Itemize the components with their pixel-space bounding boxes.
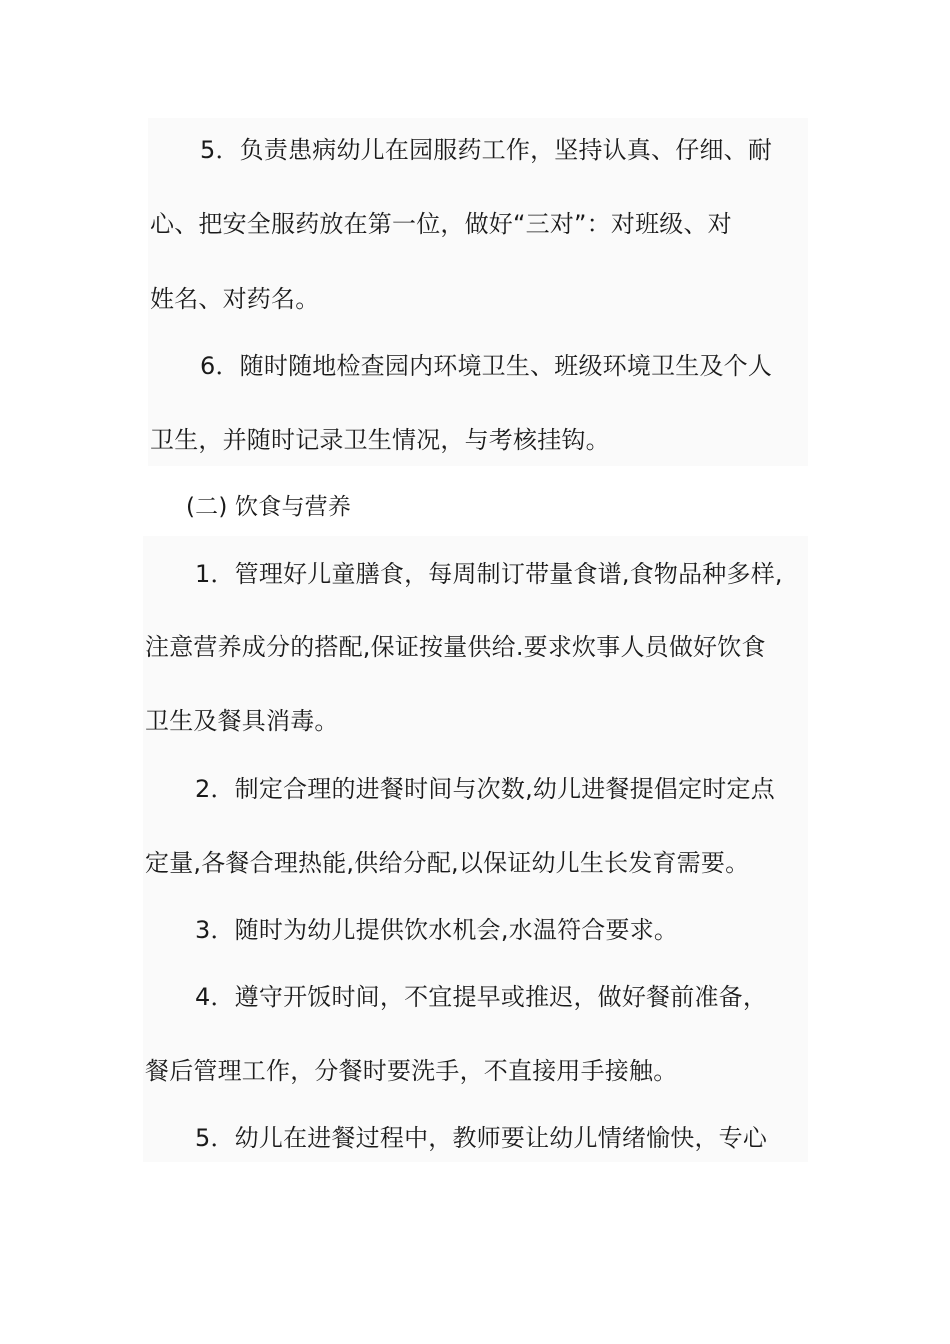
paragraph-line: 姓名、对药名。: [150, 285, 320, 313]
paragraph-line: 5．幼儿在进餐过程中，教师要让幼儿情绪愉快，专心: [195, 1124, 768, 1152]
paragraph-line: 6．随时随地检查园内环境卫生、班级环境卫生及个人: [200, 352, 773, 380]
paragraph-line: 1．管理好儿童膳食，每周制订带量食谱,食物品种多样,: [195, 560, 783, 588]
section-heading: (二) 饮食与营养: [186, 494, 352, 520]
paragraph-line: 定量,各餐合理热能,供给分配,以保证幼儿生长发育需要。: [145, 849, 750, 877]
paragraph-line: 5．负责患病幼儿在园服药工作，坚持认真、仔细、耐: [200, 136, 773, 164]
paragraph-line: 注意营养成分的搭配,保证按量供给.要求炊事人员做好饮食: [145, 633, 766, 661]
paragraph-line: 心、把安全服药放在第一位，做好“三对”：对班级、对: [150, 210, 732, 238]
paragraph-line: 卫生，并随时记录卫生情况，与考核挂钩。: [150, 426, 610, 454]
paragraph-line: 4．遵守开饭时间，不宜提早或推迟，做好餐前准备，: [195, 983, 768, 1011]
paragraph-line: 卫生及餐具消毒。: [145, 707, 339, 735]
paragraph-line: 3．随时为幼儿提供饮水机会,水温符合要求。: [195, 916, 679, 944]
paragraph-line: 餐后管理工作，分餐时要洗手，不直接用手接触。: [145, 1057, 678, 1085]
paragraph-line: 2．制定合理的进餐时间与次数,幼儿进餐提倡定时定点: [195, 775, 775, 803]
